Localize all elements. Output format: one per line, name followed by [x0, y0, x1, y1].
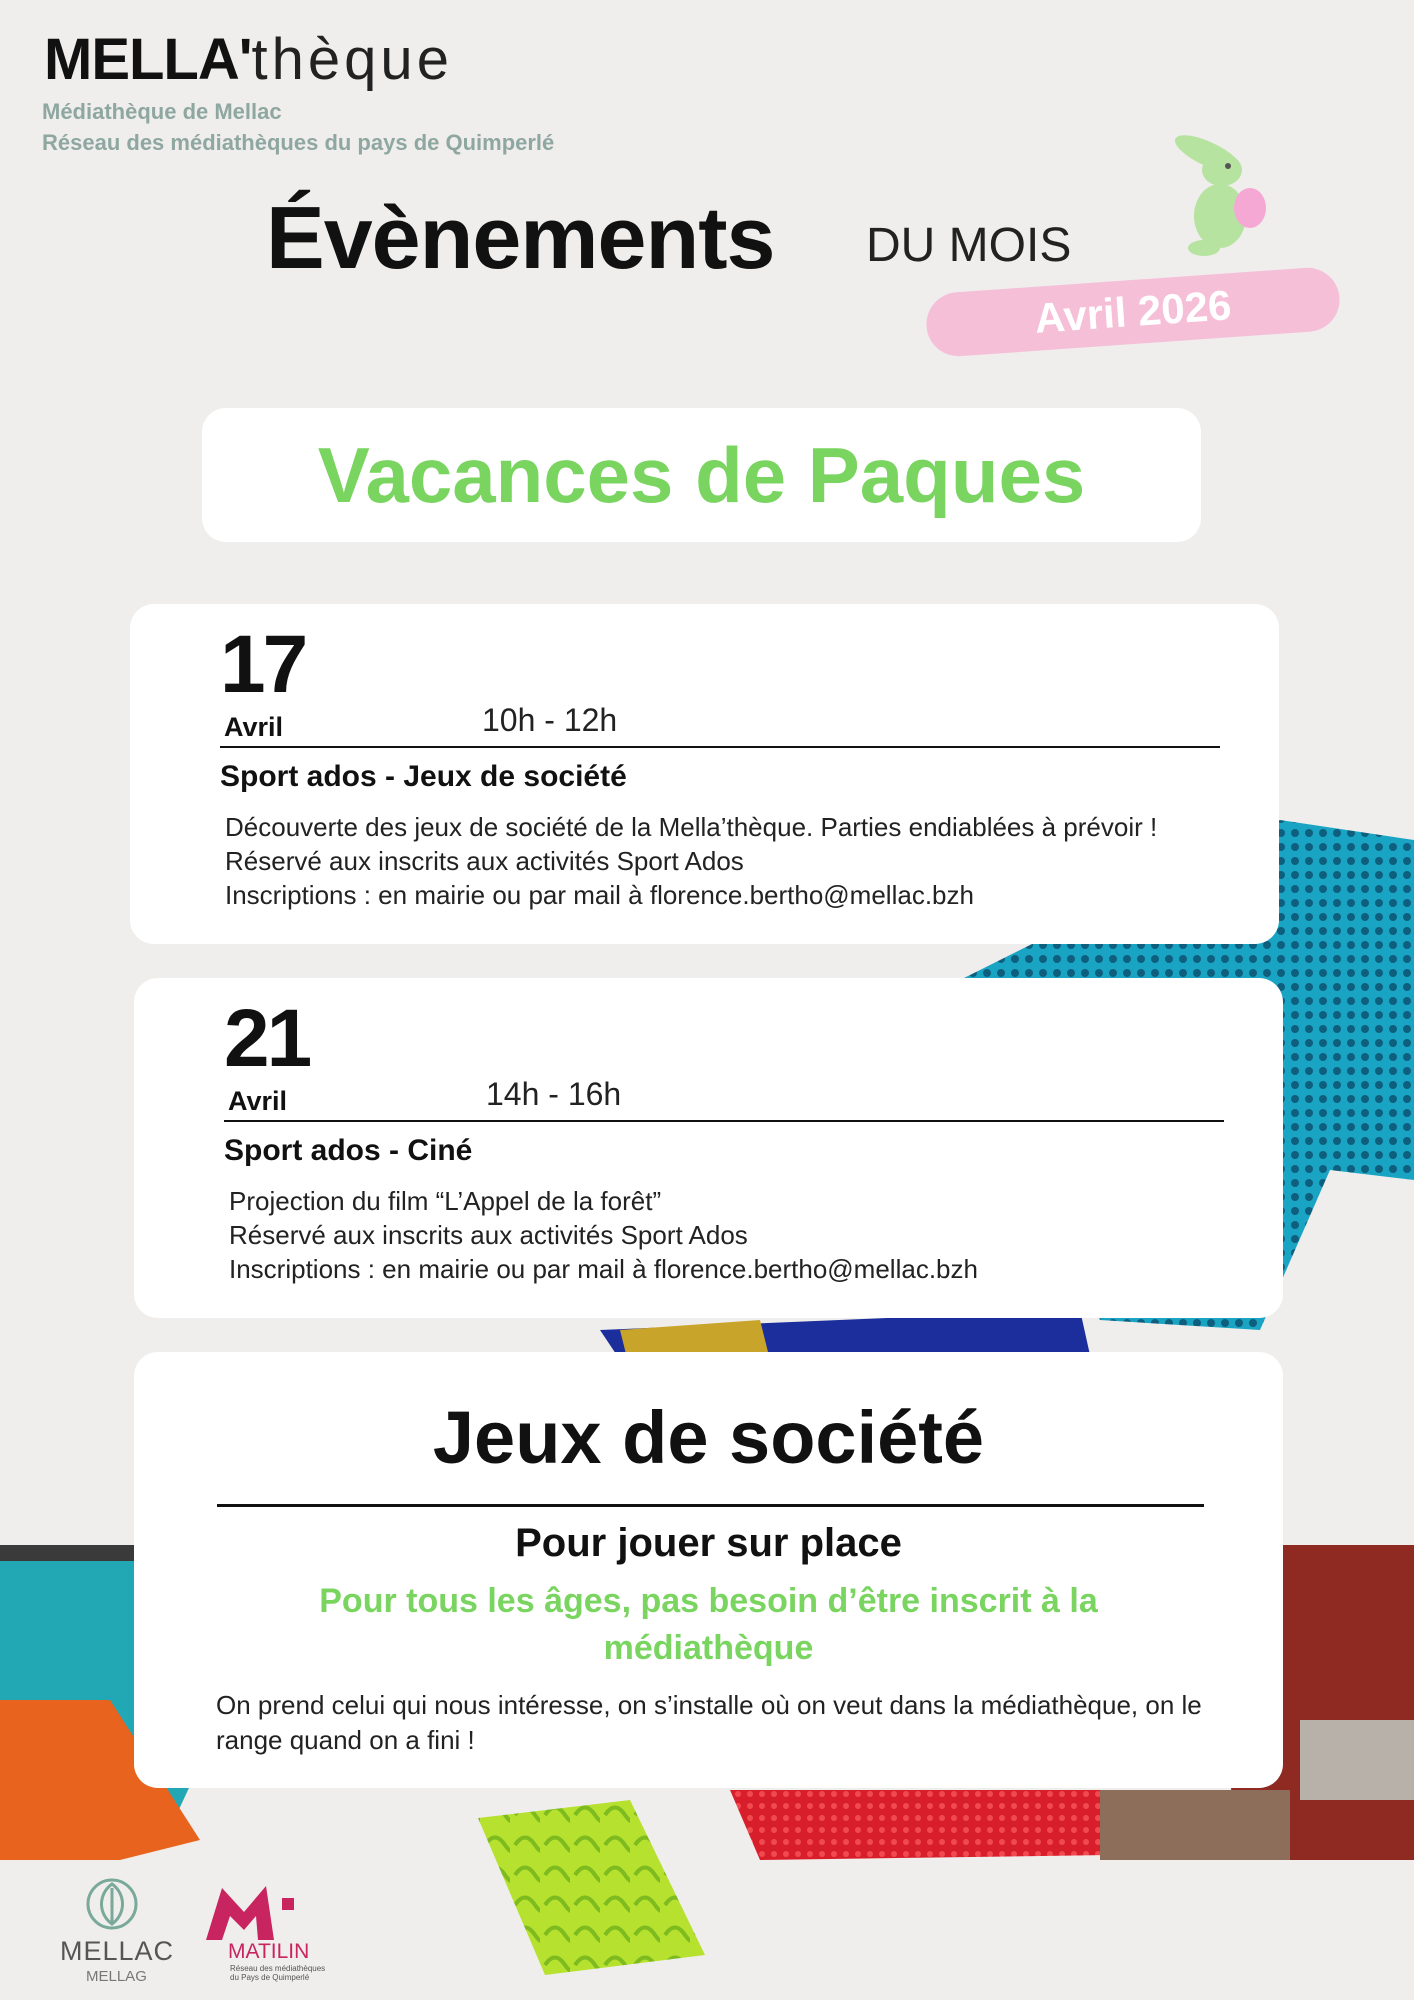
- event-day: 17: [220, 619, 306, 710]
- month-badge: Avril 2026: [924, 266, 1341, 359]
- brand-line1: Médiathèque de Mellac: [42, 99, 282, 124]
- event-time: 14h - 16h: [486, 1076, 622, 1112]
- lime-tile: [478, 1800, 705, 1975]
- matilin-sub-line: Réseau des médiathèques: [230, 1964, 326, 1973]
- bunny-icon: [1160, 124, 1280, 260]
- holiday-banner: [202, 408, 1201, 542]
- brand-subtitle: [42, 96, 554, 158]
- mellac-name: MELLAC: [60, 1936, 175, 1966]
- event-line: Inscriptions : en mairie ou par mail à florence.bertho@mellac.bzh: [225, 880, 974, 910]
- brand-bold: MELLA': [44, 27, 252, 92]
- board-games-card: [134, 1352, 1283, 1788]
- brand-light: thèque: [251, 27, 453, 92]
- event-month: Avril: [228, 1086, 288, 1116]
- page-title-suffix: DU MOIS: [866, 219, 1072, 272]
- event-card-1: [130, 604, 1279, 944]
- holiday-title: Vacances de Paques: [317, 431, 1086, 519]
- event-title: Sport ados - Jeux de société: [220, 760, 627, 793]
- event-description: [225, 810, 1157, 912]
- divider: [220, 746, 1220, 748]
- red-tile: [730, 1790, 1110, 1860]
- grey-sign: [1300, 1720, 1414, 1800]
- matilin-name: MATILIN: [228, 1940, 310, 1963]
- mellac-leaf-logo: [84, 1876, 140, 1932]
- games-subtitle: Pour jouer sur place: [515, 1521, 902, 1565]
- event-card-2: [134, 978, 1283, 1318]
- games-body: On prend celui qui nous intéresse, on s’installe où on veut dans la médiathèque, on le range quand on a fini !: [216, 1690, 1202, 1755]
- matilin-sub-line: du Pays de Quimperlé: [230, 1973, 310, 1982]
- event-time: 10h - 12h: [482, 702, 618, 738]
- mellac-breton: MELLAG: [86, 1968, 147, 1985]
- event-line: Réservé aux inscrits aux activités Sport Ados: [229, 1220, 748, 1250]
- page-title: Évènements: [266, 188, 775, 287]
- brand-line2: Réseau des médiathèques du pays de Quimperlé: [42, 130, 555, 155]
- event-title: Sport ados - Ciné: [224, 1134, 473, 1167]
- event-description: [229, 1184, 978, 1286]
- event-line: Projection du film “L’Appel de la forêt”: [229, 1186, 662, 1216]
- event-day: 21: [224, 993, 310, 1084]
- event-line: Découverte des jeux de société de la Mella’thèque. Parties endiablées à prévoir !: [225, 812, 1158, 842]
- matilin-subtitle: [230, 1964, 325, 1982]
- games-highlight: Pour tous les âges, pas besoin d’être inscrit à la médiathèque: [319, 1582, 1098, 1667]
- event-line: Inscriptions : en mairie ou par mail à florence.bertho@mellac.bzh: [229, 1254, 978, 1284]
- divider: [217, 1504, 1204, 1507]
- event-month: Avril: [224, 712, 284, 742]
- divider: [224, 1120, 1224, 1122]
- games-title: Jeux de société: [432, 1396, 985, 1479]
- event-line: Réservé aux inscrits aux activités Sport Ados: [225, 846, 744, 876]
- matilin-m-logo: [204, 1882, 304, 1942]
- brand-logo: [44, 28, 453, 92]
- dark-strip: [1100, 1790, 1290, 1860]
